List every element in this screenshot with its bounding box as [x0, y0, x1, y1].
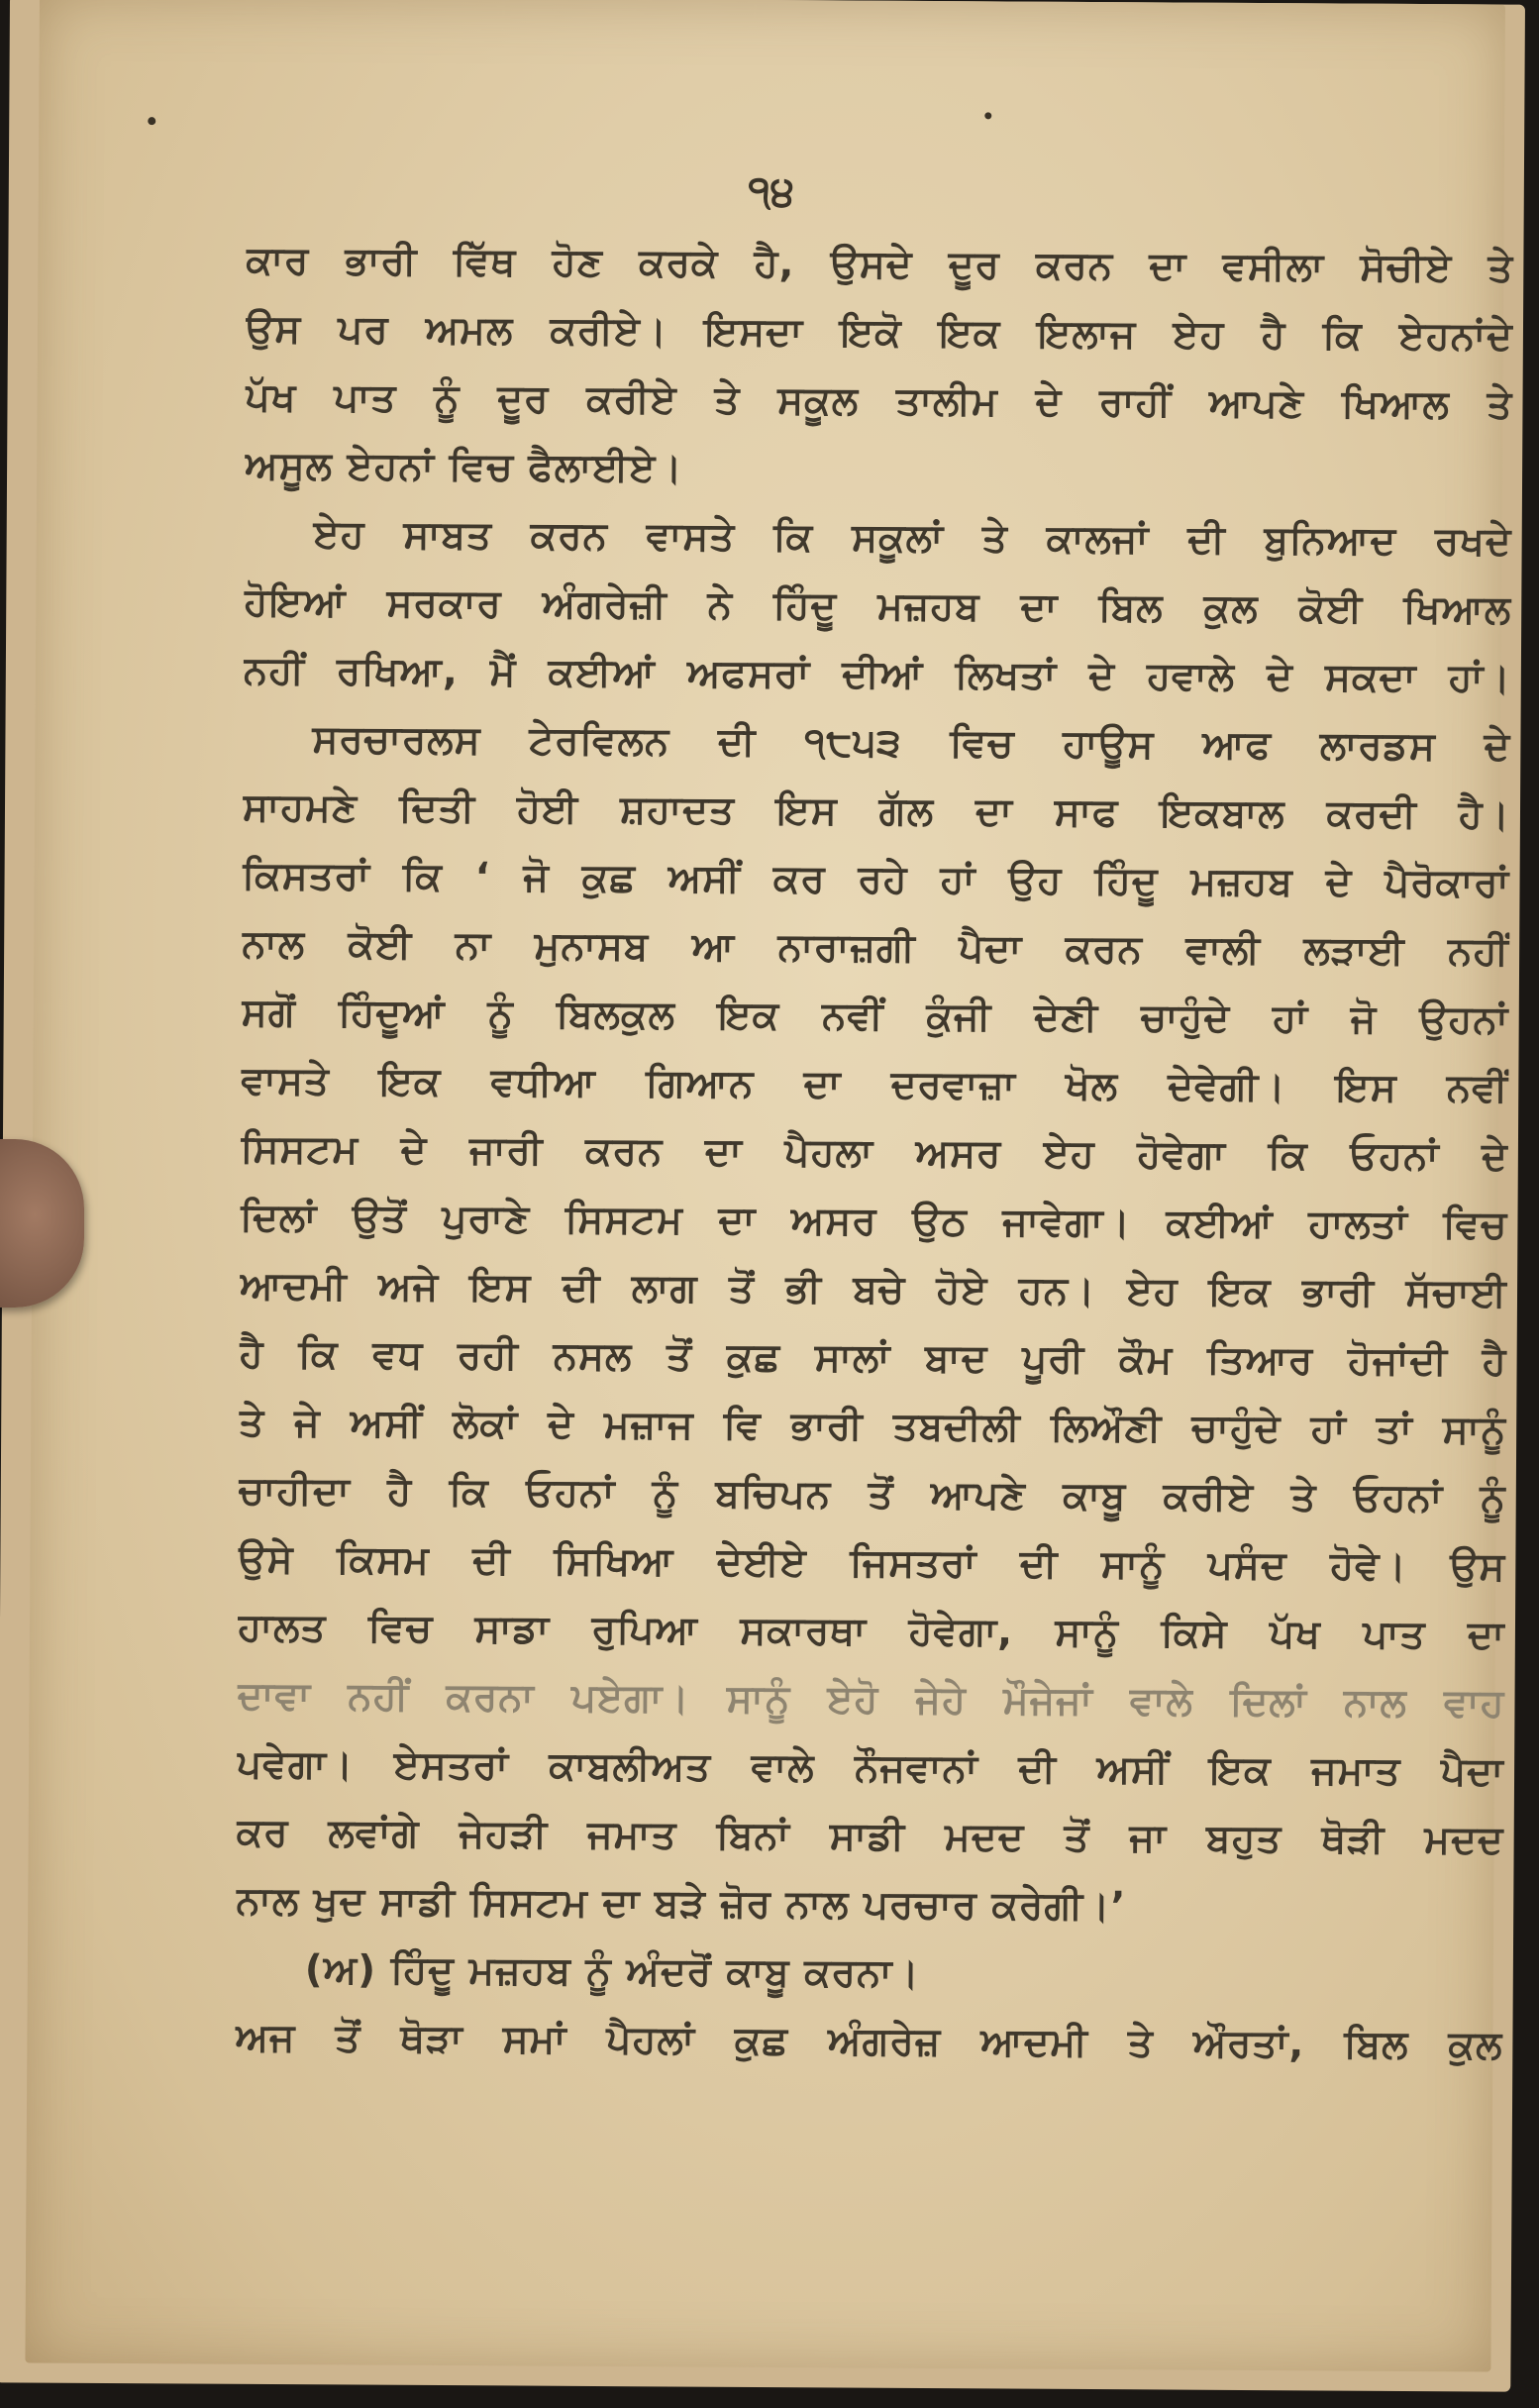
- text-line: ਹੋਇਆਂ ਸਰਕਾਰ ਅੰਗਰੇਜ਼ੀ ਨੇ ਹਿੰਦੂ ਮਜ਼ਹਬ ਦਾ ਬਿਲ ਕੁਲ ਕੋਈ ਖਿਆਲ: [244, 579, 1512, 633]
- text-line: ਹੈ ਕਿ ਵਧ ਰਹੀ ਨਸਲ ਤੋਂ ਕੁਛ ਸਾਲਾਂ ਬਾਦ ਪੂਰੀ ਕੌਮ ਤਿਆਰ ਹੋਜਾਂਦੀ ਹੈ: [239, 1331, 1507, 1385]
- text-line: ਦਿਲਾਂ ਉਤੋਂ ਪੁਰਾਣੇ ਸਿਸਟਮ ਦਾ ਅਸਰ ਉਠ ਜਾਵੇਗਾ। ਕਈਆਂ ਹਾਲਤਾਂ ਵਿਚ: [240, 1195, 1508, 1248]
- text-line: ਚਾਹੀਦਾ ਹੈ ਕਿ ਓਹਨਾਂ ਨੂੰ ਬਚਿਪਨ ਤੋਂ ਆਪਣੇ ਕਾਬੂ ਕਰੀਏ ਤੇ ਓਹਨਾਂ ਨੂੰ: [238, 1468, 1506, 1521]
- ink-speck: [984, 112, 991, 119]
- page-body-text: [235, 227, 1513, 2080]
- text-line: ਪੱਖ ਪਾਤ ਨੂੰ ਦੂਰ ਕਰੀਏ ਤੇ ਸਕੂਲ ਤਾਲੀਮ ਦੇ ਰਾਹੀਂ ਆਪਣੇ ਖਿਆਲ ਤੇ: [245, 374, 1513, 428]
- text-line: ਸਾਹਮਣੇ ਦਿਤੀ ਹੋਈ ਸ਼ਹਾਦਤ ਇਸ ਗੱਲ ਦਾ ਸਾਫ ਇਕਬਾਲ ਕਰਦੀ ਹੈ।: [242, 785, 1511, 838]
- text-line: ਉਸੇ ਕਿਸਮ ਦੀ ਸਿਖਿਆ ਦੇਈਏ ਜਿਸਤਰਾਂ ਦੀ ਸਾਨੂੰ ਪਸੰਦ ਹੋਵੇ। ਉਸ: [238, 1536, 1506, 1590]
- text-line: ਸਰਚਾਰਲਸ ਟੇਰਵਿਲਨ ਦੀ ੧੮੫੩ ਵਿਚ ਹਾਊਸ ਆਫ ਲਾਰਡਸ ਦੇ: [312, 717, 1511, 770]
- ink-speck: [148, 117, 155, 125]
- text-line: ਆਦਮੀ ਅਜੇ ਇਸ ਦੀ ਲਾਗ ਤੋਂ ਭੀ ਬਚੇ ਹੋਏ ਹਨ। ਏਹ ਇਕ ਭਾਰੀ ਸੱਚਾਈ: [239, 1263, 1508, 1316]
- page-number: ੧੪: [748, 165, 795, 216]
- book-page: [25, 0, 1514, 2371]
- text-line: ਤੇ ਜੇ ਅਸੀਂ ਲੋਕਾਂ ਦੇ ਮਜ਼ਾਜ ਵਿ ਭਾਰੀ ਤਬਦੀਲੀ ਲਿਔਣੀ ਚਾਹੁੰਦੇ ਹਾਂ ਤਾਂ ਸਾਨੂੰ: [239, 1400, 1507, 1453]
- text-line: ਹਾਲਤ ਵਿਚ ਸਾਡਾ ਰੁਪਿਆ ਸਕਾਰਥਾ ਹੋਵੇਗਾ, ਸਾਨੂੰ ਕਿਸੇ ਪੱਖ ਪਾਤ ਦਾ: [237, 1605, 1506, 1658]
- section-heading: (ਅ) ਹਿੰਦੂ ਮਜ਼ਹਬ ਨੂੰ ਅੰਦਰੋਂ ਕਾਬੂ ਕਰਨਾ।: [304, 1947, 920, 1996]
- text-line: ਨਹੀਂ ਰਖਿਆ, ਮੈਂ ਕਈਆਂ ਅਫਸਰਾਂ ਦੀਆਂ ਲਿਖਤਾਂ ਦੇ ਹਵਾਲੇ ਦੇ ਸਕਦਾ ਹਾਂ।: [243, 648, 1511, 701]
- text-line: ਸਗੋਂ ਹਿੰਦੂਆਂ ਨੂੰ ਬਿਲਕੁਲ ਇਕ ਨਵੀਂ ਕੁੰਜੀ ਦੇਣੀ ਚਾਹੁੰਦੇ ਹਾਂ ਜੋ ਉਹਨਾਂ: [241, 990, 1509, 1043]
- text-line: ਨਾਲ ਖੁਦ ਸਾਡੀ ਸਿਸਟਮ ਦਾ ਬੜੇ ਜ਼ੋਰ ਨਾਲ ਪਰਚਾਰ ਕਰੇਗੀ।’: [236, 1878, 1127, 1930]
- text-line: ਕਰ ਲਵਾਂਗੇ ਜੇਹੜੀ ਜਮਾਤ ਬਿਨਾਂ ਸਾਡੀ ਮਦਦ ਤੋਂ ਜਾ ਬਹੁਤ ਥੋੜੀ ਮਦਦ: [236, 1810, 1504, 1863]
- text-line: ਕਾਰ ਭਾਰੀ ਵਿੱਥ ਹੋਣ ਕਰਕੇ ਹੈ, ਉਸਦੇ ਦੂਰ ਕਰਨ ਦਾ ਵਸੀਲਾ ਸੋਚੀਏ ਤੇ: [246, 238, 1514, 291]
- text-line-faded: ਦਾਵਾ ਨਹੀਂ ਕਰਨਾ ਪਏਗਾ। ਸਾਨੂੰ ਏਹੋ ਜੇਹੇ ਮੌਜੇਜਾਂ ਵਾਲੇ ਦਿਲਾਂ ਨਾਲ ਵਾਹ: [237, 1673, 1505, 1727]
- text-line: ਵਾਸਤੇ ਇਕ ਵਧੀਆ ਗਿਆਨ ਦਾ ਦਰਵਾਜ਼ਾ ਖੋਲ ਦੇਵੇਗੀ। ਇਸ ਨਵੀਂ: [241, 1058, 1509, 1111]
- text-line: ਉਸ ਪਰ ਅਮਲ ਕਰੀਏ। ਇਸਦਾ ਇਕੋ ਇਕ ਇਲਾਜ ਏਹ ਹੈ ਕਿ ਏਹਨਾਂਦੇ: [245, 306, 1514, 360]
- text-line: ਪਵੇਗਾ। ਏਸਤਰਾਂ ਕਾਬਲੀਅਤ ਵਾਲੇ ਨੌਜਵਾਨਾਂ ਦੀ ਅਸੀਂ ਇਕ ਜਮਾਤ ਪੈਦਾ: [236, 1741, 1505, 1795]
- text-line: ਅਜ ਤੋਂ ਥੋੜਾ ਸਮਾਂ ਪੈਹਲਾਂ ਕੁਛ ਅੰਗਰੇਜ਼ ਆਦਮੀ ਤੇ ਔਰਤਾਂ, ਬਿਲ ਕੁਲ: [235, 2015, 1503, 2068]
- text-line: ਨਾਲ ਕੋਈ ਨਾ ਮੁਨਾਸਬ ਆ ਨਾਰਾਜ਼ਗੀ ਪੈਦਾ ਕਰਨ ਵਾਲੀ ਲੜਾਈ ਨਹੀਂ: [242, 921, 1510, 975]
- text-line: ਸਿਸਟਮ ਦੇ ਜਾਰੀ ਕਰਨ ਦਾ ਪੈਹਲਾ ਅਸਰ ਏਹ ਹੋਵੇਗਾ ਕਿ ਓਹਨਾਂ ਦੇ: [240, 1126, 1509, 1180]
- text-line: ਅਸੂਲ ਏਹਨਾਂ ਵਿਚ ਫੈਲਾਈਏ।: [244, 443, 683, 491]
- text-line: ਏਹ ਸਾਬਤ ਕਰਨ ਵਾਸਤੇ ਕਿ ਸਕੂਲਾਂ ਤੇ ਕਾਲਜਾਂ ਦੀ ਬੁਨਿਆਦ ਰਖਦੇ: [313, 512, 1512, 565]
- text-line: ਕਿਸਤਰਾਂ ਕਿ ‘ ਜੋ ਕੁਛ ਅਸੀਂ ਕਰ ਰਹੇ ਹਾਂ ਉਹ ਹਿੰਦੂ ਮਜ਼ਹਬ ਦੇ ਪੈਰੋਕਾਰਾਂ: [242, 853, 1510, 906]
